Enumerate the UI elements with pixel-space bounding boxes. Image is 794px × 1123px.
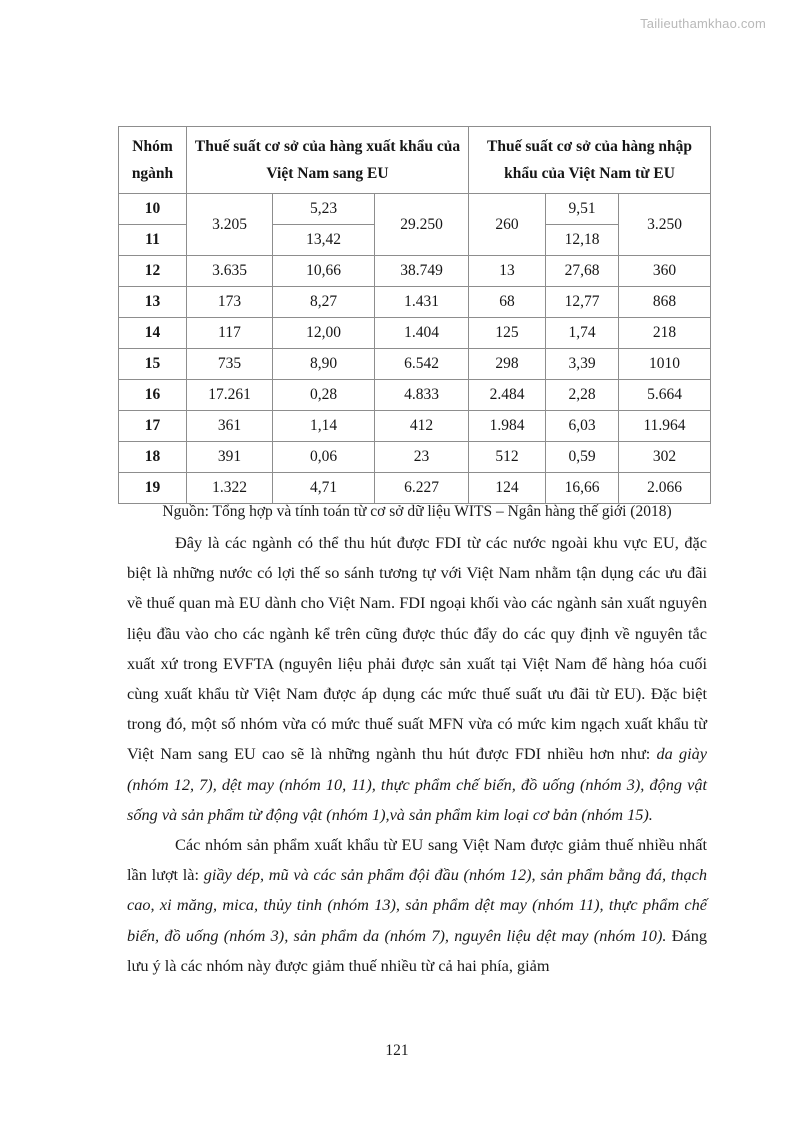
cell-import-value: 68 bbox=[469, 287, 546, 318]
cell-import-rate: 6,03 bbox=[546, 411, 619, 442]
header-group-column: Nhóm ngành bbox=[119, 127, 187, 194]
cell-group: 17 bbox=[119, 411, 187, 442]
cell-export-rate: 1,14 bbox=[273, 411, 375, 442]
cell-export-rate: 5,23 bbox=[273, 194, 375, 225]
header-export-column: Thuế suất cơ sở của hàng xuất khẩu của Việt Nam sang EU bbox=[187, 127, 469, 194]
table-row bbox=[119, 380, 711, 411]
table-row bbox=[119, 349, 711, 380]
cell-export-value: 1.322 bbox=[187, 473, 273, 504]
cell-export-value: 391 bbox=[187, 442, 273, 473]
cell-import-rate: 16,66 bbox=[546, 473, 619, 504]
cell-group: 10 bbox=[119, 194, 187, 225]
cell-export-rate: 10,66 bbox=[273, 256, 375, 287]
cell-export-value: 3.205 bbox=[187, 194, 273, 256]
cell-export-total: 29.250 bbox=[375, 194, 469, 256]
cell-import-value: 13 bbox=[469, 256, 546, 287]
cell-import-rate: 12,18 bbox=[546, 225, 619, 256]
cell-group: 15 bbox=[119, 349, 187, 380]
table-row bbox=[119, 194, 711, 225]
cell-group: 14 bbox=[119, 318, 187, 349]
cell-group: 11 bbox=[119, 225, 187, 256]
cell-import-value: 125 bbox=[469, 318, 546, 349]
cell-export-total: 4.833 bbox=[375, 380, 469, 411]
cell-import-value: 512 bbox=[469, 442, 546, 473]
cell-import-total: 360 bbox=[619, 256, 711, 287]
paragraph-1 bbox=[127, 528, 707, 830]
table-header-row bbox=[119, 127, 711, 194]
cell-export-total: 1.431 bbox=[375, 287, 469, 318]
cell-export-rate: 0,28 bbox=[273, 380, 375, 411]
paragraph-2 bbox=[127, 830, 707, 981]
paragraph-1-italic: da giày (nhóm 12, 7), dệt may (nhóm 10, 11), thực phẩm chế biến, đồ uống (nhóm 3), động vật sống và sản phẩm từ động vật (nhóm 1),và sản phẩm kim loại cơ bản (nhóm 15). bbox=[127, 744, 707, 824]
cell-import-total: 868 bbox=[619, 287, 711, 318]
cell-import-rate: 12,77 bbox=[546, 287, 619, 318]
cell-import-rate: 1,74 bbox=[546, 318, 619, 349]
cell-export-value: 735 bbox=[187, 349, 273, 380]
cell-import-total: 302 bbox=[619, 442, 711, 473]
cell-import-rate: 27,68 bbox=[546, 256, 619, 287]
page-number: 121 bbox=[385, 1042, 409, 1059]
cell-import-rate: 3,39 bbox=[546, 349, 619, 380]
cell-export-value: 117 bbox=[187, 318, 273, 349]
cell-export-value: 361 bbox=[187, 411, 273, 442]
tariff-table bbox=[118, 126, 711, 504]
cell-export-total: 1.404 bbox=[375, 318, 469, 349]
tariff-table-container bbox=[118, 126, 710, 504]
cell-export-rate: 4,71 bbox=[273, 473, 375, 504]
table-body bbox=[119, 194, 711, 504]
cell-export-value: 173 bbox=[187, 287, 273, 318]
watermark-text: Tailieuthamkhao.com bbox=[640, 16, 766, 31]
cell-import-total: 1010 bbox=[619, 349, 711, 380]
table-row bbox=[119, 318, 711, 349]
table-row bbox=[119, 287, 711, 318]
cell-group: 18 bbox=[119, 442, 187, 473]
cell-export-total: 412 bbox=[375, 411, 469, 442]
cell-import-total: 2.066 bbox=[619, 473, 711, 504]
cell-export-rate: 8,27 bbox=[273, 287, 375, 318]
cell-import-value: 1.984 bbox=[469, 411, 546, 442]
cell-import-value: 298 bbox=[469, 349, 546, 380]
table-row bbox=[119, 442, 711, 473]
paragraph-2-tail: Đáng lưu ý là các nhóm này được giảm thuế nhiều từ cả hai phía, giảm bbox=[127, 925, 707, 975]
cell-import-value: 260 bbox=[469, 194, 546, 256]
cell-group: 12 bbox=[119, 256, 187, 287]
cell-export-rate: 13,42 bbox=[273, 225, 375, 256]
cell-export-value: 17.261 bbox=[187, 380, 273, 411]
cell-export-total: 38.749 bbox=[375, 256, 469, 287]
cell-export-rate: 0,06 bbox=[273, 442, 375, 473]
cell-import-rate: 0,59 bbox=[546, 442, 619, 473]
cell-import-value: 124 bbox=[469, 473, 546, 504]
paragraph-2-text: Các nhóm sản phẩm xuất khẩu từ EU sang Việt Nam được giảm thuế nhiều nhất lần lượt là: bbox=[127, 835, 707, 885]
cell-group: 16 bbox=[119, 380, 187, 411]
cell-export-rate: 12,00 bbox=[273, 318, 375, 349]
header-import-column: Thuế suất cơ sở của hàng nhập khẩu của Việt Nam từ EU bbox=[469, 127, 711, 194]
cell-import-value: 2.484 bbox=[469, 380, 546, 411]
table-header bbox=[119, 127, 711, 194]
cell-export-total: 23 bbox=[375, 442, 469, 473]
table-row bbox=[119, 256, 711, 287]
paragraph-2-italic: giầy dép, mũ và các sản phẩm đội đầu (nhóm 12), sản phẩm bằng đá, thạch cao, xi măng, mica, thủy tinh (nhóm 13), sản phẩm dệt may (nhóm 11), thực phẩm chế biến, đồ uống (nhóm 3), sản phẩm da (nhóm 7), nguyên liệu dệt may (nhóm 10). bbox=[127, 865, 707, 945]
cell-import-total: 5.664 bbox=[619, 380, 711, 411]
table-source-note: Nguồn: Tổng hợp và tính toán từ cơ sở dữ liệu WITS – Ngân hàng thế giới (2018) bbox=[162, 503, 672, 520]
cell-group: 13 bbox=[119, 287, 187, 318]
cell-export-rate: 8,90 bbox=[273, 349, 375, 380]
cell-import-rate: 2,28 bbox=[546, 380, 619, 411]
cell-import-total: 218 bbox=[619, 318, 711, 349]
cell-export-total: 6.542 bbox=[375, 349, 469, 380]
cell-export-total: 6.227 bbox=[375, 473, 469, 504]
cell-export-value: 3.635 bbox=[187, 256, 273, 287]
cell-import-total: 3.250 bbox=[619, 194, 711, 256]
body-content bbox=[127, 528, 707, 981]
cell-group: 19 bbox=[119, 473, 187, 504]
cell-import-total: 11.964 bbox=[619, 411, 711, 442]
table-row bbox=[119, 411, 711, 442]
cell-import-rate: 9,51 bbox=[546, 194, 619, 225]
paragraph-1-text: Đây là các ngành có thể thu hút được FDI từ các nước ngoài khu vực EU, đặc biệt là những nước có lợi thế so sánh tương tự với Việt Nam nhằm tận dụng các ưu đãi về thuế quan mà EU dành cho Việt Nam. FDI ngoại khối vào các ngành sản xuất nguyên liệu đầu vào cho các ngành kể trên cũng được thúc đẩy do các quy định về nguyên tắc xuất xứ trong EVFTA (nguyên liệu phải được sản xuất tại Việt Nam để hàng hóa cuối cùng xuất khẩu từ Việt Nam được áp dụng các mức thuế suất ưu đãi từ EU). Đặc biệt trong đó, một số nhóm vừa có mức thuế suất MFN vừa có mức kim ngạch xuất khẩu từ Việt Nam sang EU cao sẽ là những ngành thu hút được FDI nhiều hơn như: bbox=[127, 533, 707, 764]
